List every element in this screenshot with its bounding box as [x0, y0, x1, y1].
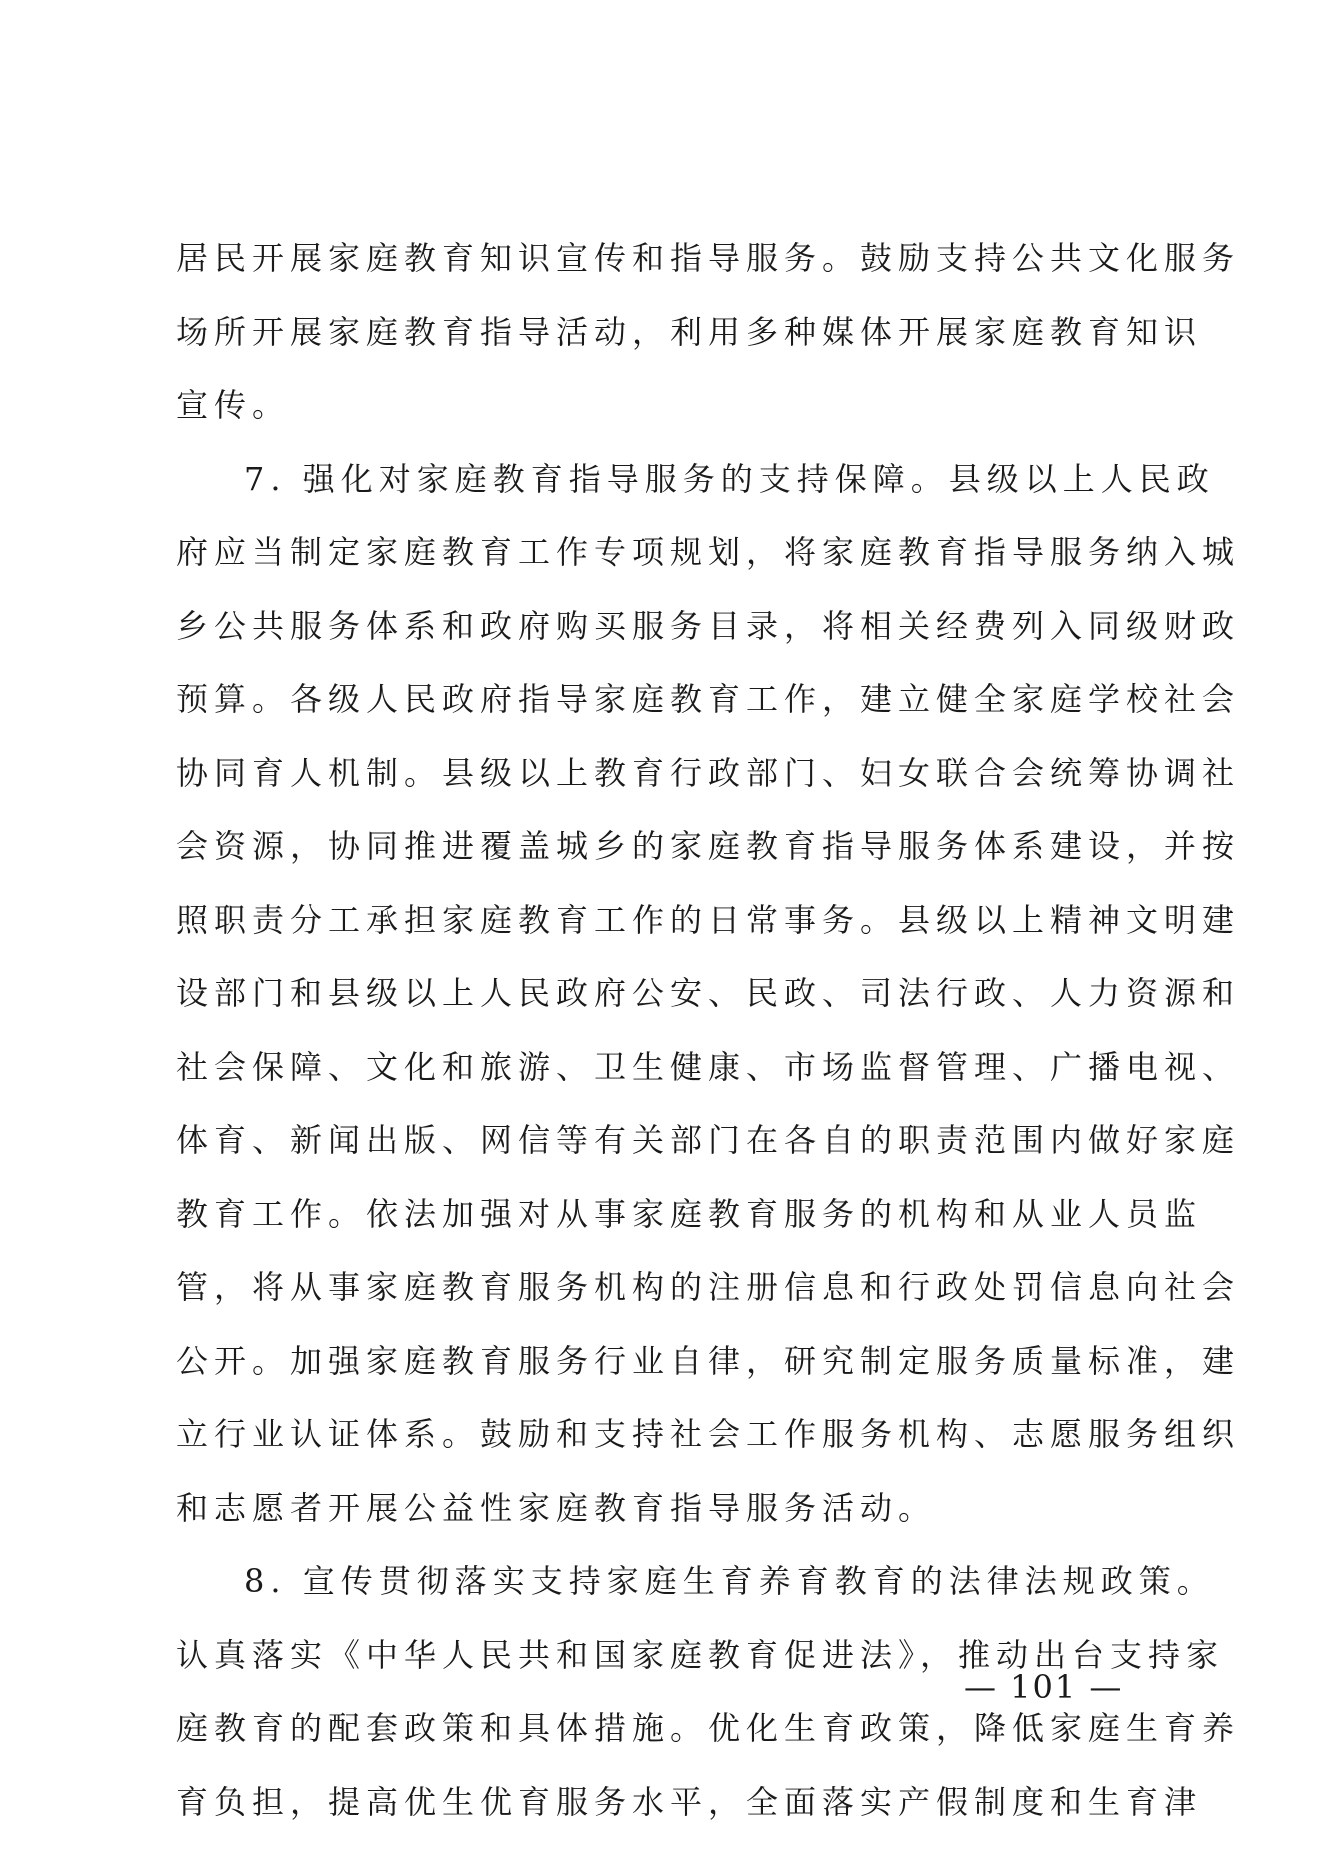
text-line: 照职责分工承担家庭教育工作的日常事务。县级以上精神文明建 — [176, 900, 1241, 939]
text-line: 府应当制定家庭教育工作专项规划，将家庭教育指导服务纳入城 — [176, 533, 1241, 571]
text-line: 协同育人机制。县级以上教育行政部门、妇女联合会统筹协调社 — [176, 753, 1241, 792]
text-line: 乡公共服务体系和政府购买服务目录，将相关经费列入同级财政 — [176, 606, 1241, 645]
text-line: 和志愿者开展公益性家庭教育指导服务活动。 — [176, 1488, 937, 1527]
text-line: 育负担，提高优生优育服务水平，全面落实产假制度和生育津 — [176, 1782, 1203, 1821]
text-line: 设部门和县级以上人民政府公安、民政、司法行政、人力资源和 — [176, 974, 1241, 1012]
text-line: 认真落实《中华人民共和国家庭教育促进法》，推动出台支持家 — [176, 1635, 1225, 1674]
text-line: 公开。加强家庭教育服务行业自律，研究制定服务质量标准，建 — [176, 1341, 1241, 1380]
text-line: 社会保障、文化和旅游、卫生健康、市场监督管理、广播电视、 — [176, 1047, 1241, 1086]
text-line: 8. 宣传贯彻落实支持家庭生育养育教育的法律法规政策。 — [244, 1562, 1215, 1600]
text-line: 庭教育的配套政策和具体措施。优化生育政策，降低家庭生育养 — [176, 1709, 1241, 1747]
text-line: 体育、新闻出版、网信等有关部门在各自的职责范围内做好家庭 — [176, 1121, 1241, 1159]
text-line: 场所开展家庭教育指导活动，利用多种媒体开展家庭教育知识 — [176, 312, 1203, 351]
text-line: 立行业认证体系。鼓励和支持社会工作服务机构、志愿服务组织 — [176, 1415, 1241, 1453]
paragraph — [176, 222, 1241, 443]
text-line: 管，将从事家庭教育服务机构的注册信息和行政处罚信息向社会 — [176, 1268, 1241, 1306]
text-line: 7. 强化对家庭教育指导服务的支持保障。县级以上人民政 — [244, 459, 1215, 498]
paragraph — [176, 443, 1241, 1546]
text-line: 会资源，协同推进覆盖城乡的家庭教育指导服务体系建设，并按 — [176, 827, 1241, 865]
body-text — [176, 222, 1241, 1839]
text-line: 教育工作。依法加强对从事家庭教育服务的机构和从业人员监 — [176, 1194, 1203, 1233]
text-line: 宣传。 — [176, 386, 291, 424]
text-line: 居民开展家庭教育知识宣传和指导服务。鼓励支持公共文化服务 — [176, 239, 1241, 277]
text-line: 预算。各级人民政府指导家庭教育工作，建立健全家庭学校社会 — [176, 680, 1241, 718]
page-number: — 101 — — [964, 1668, 1124, 1706]
